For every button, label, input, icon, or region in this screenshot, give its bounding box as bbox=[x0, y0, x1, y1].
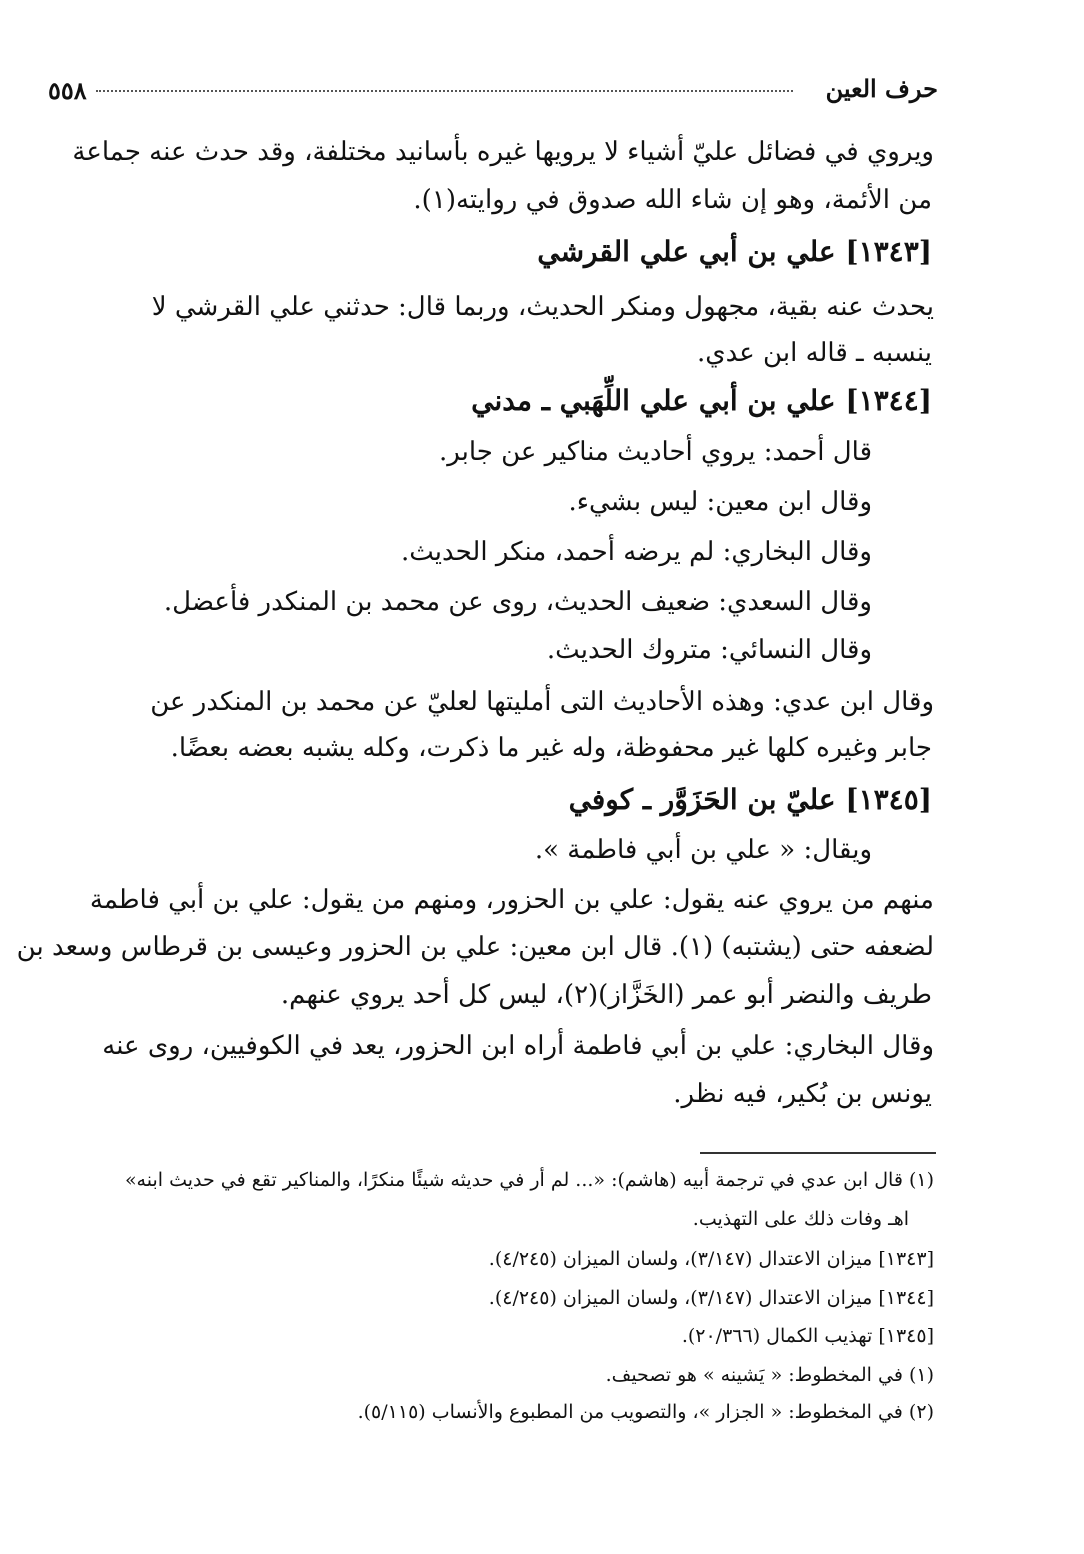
header-rule bbox=[96, 90, 793, 92]
body-line: ويقال: « علي بن أبي فاطمة ». bbox=[534, 835, 872, 865]
body-line: وقال ابن معين: ليس بشيء. bbox=[568, 487, 872, 517]
body-line: يونس بن بُكير، فيه نظر. bbox=[673, 1079, 932, 1109]
entry-heading-1343: [١٣٤٣] علي بن أبي علي القرشي bbox=[537, 235, 932, 268]
body-line: وقال النسائي: متروك الحديث. bbox=[546, 635, 872, 665]
footnote-line: (١) قال ابن عدي في ترجمة أبيه (هاشم): «... لم أر في حديثه شيئًا منكرًا، والمناكير تقع في حديث ابنه» bbox=[124, 1169, 934, 1191]
body-line: يحدث عنه بقية، مجهول ومنكر الحديث، وربما قال: حدثني علي القرشي لا bbox=[151, 292, 934, 322]
footnote-rule bbox=[700, 1152, 936, 1154]
body-line: وقال البخاري: لم يرضه أحمد، منكر الحديث. bbox=[400, 537, 872, 567]
footnote-line: [١٣٤٤] ميزان الاعتدال (٣/١٤٧)، ولسان الميزان (٤/٢٤٥). bbox=[488, 1287, 934, 1309]
footnote-line: اهـ وفات ذلك على التهذيب. bbox=[692, 1208, 909, 1230]
body-line: ويروي في فضائل عليّ أشياء لا يرويها غيره بأسانيد مختلفة، وقد حدث عنه جماعة bbox=[72, 137, 934, 167]
footnote-line: [١٣٤٥] تهذيب الكمال (٢٠/٣٦٦). bbox=[681, 1325, 934, 1347]
body-line: منهم من يروي عنه يقول: علي بن الحزور، ومنهم من يقول: علي بن أبي فاطمة bbox=[89, 885, 934, 915]
body-line: قال أحمد: يروي أحاديث مناكير عن جابر. bbox=[438, 437, 872, 467]
running-title: حرف العين bbox=[825, 74, 938, 103]
body-line: وقال السعدي: ضعيف الحديث، روى عن محمد بن المنكدر فأعضل. bbox=[163, 587, 872, 617]
footnote-line: (١) في المخطوط: « يَشينه » هو تصحيف. bbox=[605, 1364, 934, 1386]
page-number: ٥٥٨ bbox=[48, 76, 87, 105]
body-line: جابر وغيره كلها غير محفوظة، وله غير ما ذكرت، وكله يشبه بعضه بعضًا. bbox=[170, 733, 932, 763]
body-line: ينسبه ـ قاله ابن عدي. bbox=[697, 338, 932, 368]
body-line: لضعفه حتى (يشتبه) (١). قال ابن معين: علي بن الحزور وعيسى بن قرطاس وسعد بن bbox=[16, 932, 934, 962]
body-line: من الأئمة، وهو إن شاء الله صدوق في روايته(١). bbox=[413, 185, 932, 215]
body-line: وقال البخاري: علي بن أبي فاطمة أراه ابن الحزور، يعد في الكوفيين، روى عنه bbox=[102, 1031, 934, 1061]
entry-heading-1344: [١٣٤٤] علي بن أبي علي اللِّهَبي ـ مدني bbox=[471, 384, 932, 417]
body-line: وقال ابن عدي: وهذه الأحاديث التى أمليتها لعليّ عن محمد بن المنكدر عن bbox=[150, 687, 934, 717]
footnote-line: (٢) في المخطوط: « الجزار »، والتصويب من المطبوع والأنساب (٥/١١٥). bbox=[357, 1401, 934, 1423]
entry-heading-1345: [١٣٤٥] عليّ بن الحَزَوَّر ـ كوفي bbox=[568, 783, 932, 816]
footnote-line: [١٣٤٣] ميزان الاعتدال (٣/١٤٧)، ولسان الميزان (٤/٢٤٥). bbox=[488, 1248, 934, 1270]
page-header bbox=[48, 70, 938, 110]
body-line: طريف والنضر أبو عمر (الخَزَّاز)(٢)، ليس كل أحد يروي عنهم. bbox=[280, 980, 932, 1010]
